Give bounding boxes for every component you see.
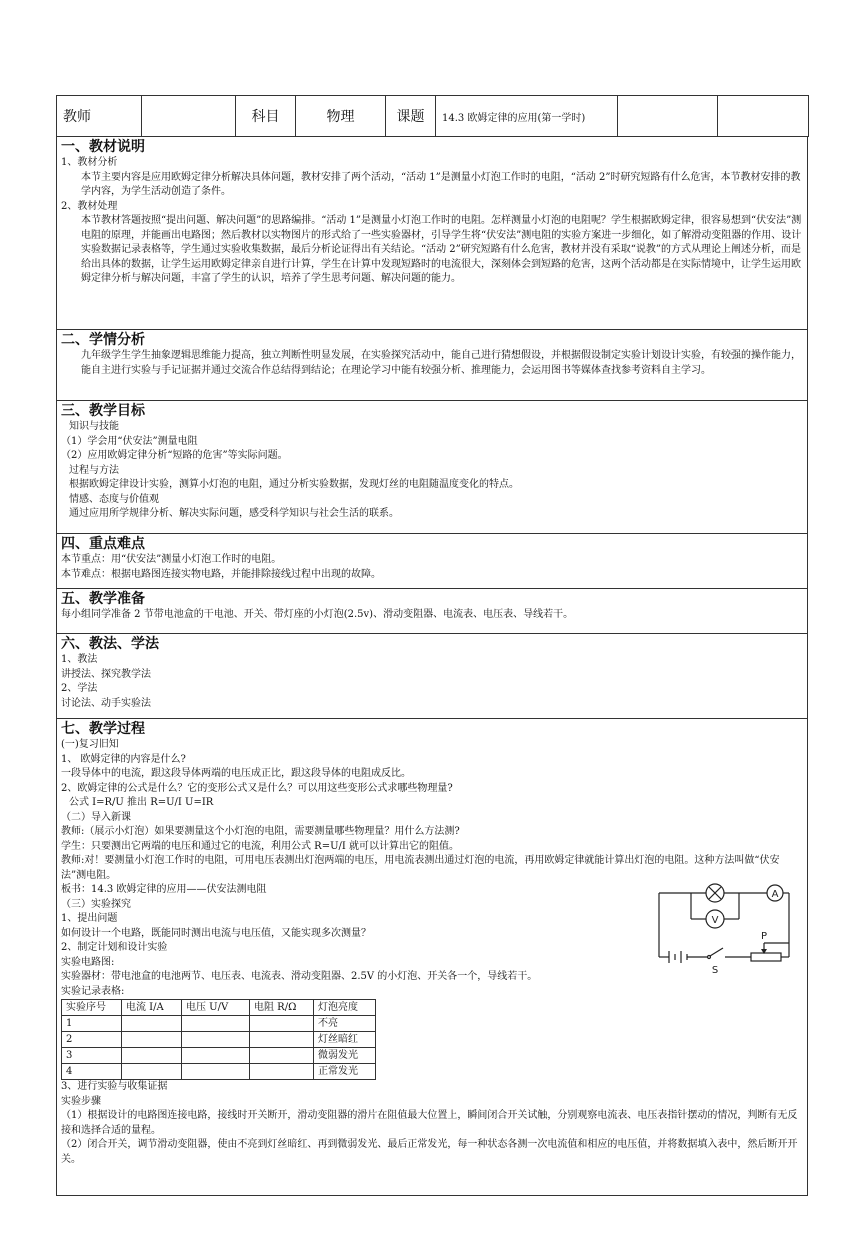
record-cell: 正常发光 [314, 1064, 376, 1080]
goal-line: 过程与方法 [69, 464, 119, 476]
record-cell [182, 1064, 250, 1080]
process-line: 3、进行实验与收集证据 [61, 1081, 168, 1092]
switch-icon [710, 948, 723, 956]
record-cell [122, 1064, 182, 1080]
section-methods [56, 634, 808, 719]
method-line: 1、教法 [61, 654, 98, 665]
record-cell: 3 [62, 1048, 122, 1064]
paragraph: 九年级学生学生抽象逻辑思维能力提高，独立判断性明显发展，在实验探究活动中，能自己进行猜想假设，并根据假设制定实验计划设计实验，有较强的操作能力，能自主进行实验与手记证据并通过交流合作总结得到结论；在理论学习中能有较强分析、推理能力，会运用图书等媒体查找参考资料自主学习。 [81, 350, 801, 376]
section-textbook [56, 137, 808, 330]
teacher-value [142, 96, 236, 137]
header-extra-cell-2 [718, 96, 809, 137]
slider-label: P [760, 931, 768, 942]
paragraph: 本节主要内容是应用欧姆定律分析解决具体问题，教材安排了两个活动，“活动 1”是测量小灯泡工作时的电阻，“活动 2”时研究短路有什么危害，本节教材安排的教学内容，为学生活动创造了条件。 [81, 171, 801, 197]
teacher-label: 教师 [57, 96, 142, 137]
record-cell: 1 [62, 1016, 122, 1032]
record-cell [122, 1032, 182, 1048]
record-cell [250, 1016, 314, 1032]
method-line: 讨论法、动手实验法 [61, 697, 151, 709]
section-student-analysis [56, 330, 808, 401]
rheostat-icon [751, 953, 781, 961]
process-line: 1、 欧姆定律的内容是什么? [61, 753, 186, 765]
process-line: 公式 I=R/U 推出 R=U/I U=IR [69, 797, 214, 808]
process-line: 教师:对！要测量小灯泡工作时的电阻，可用电压表测出灯泡两端的电压，用电流表测出通过灯泡的电流，再用欧姆定律就能计算出灯泡的电阻。这种方法叫做“伏安法”测电阻。 [61, 855, 780, 881]
process-line: （2）闭合开关，调节滑动变阻器，使由不亮到灯丝暗红、再到微弱发光、最后正常发光，每一种状态各测一次电流值和相应的电压值，并将数据填入表中，然后断开开关。 [61, 1139, 798, 1165]
key-point-line: 本节难点：根据电路图连接实物电路，并能排除接线过程中出现的故障。 [61, 568, 381, 580]
goal-line: 通过应用所学规律分析、解决实际问题，感受科学知识与社会生活的联系。 [69, 508, 399, 519]
topic-label: 课题 [386, 96, 436, 137]
method-line: 2、学法 [61, 683, 98, 694]
process-line: 2、制定计划和设计实验 [61, 942, 168, 953]
process-line: 如何设计一个电路，既能同时测出电流与电压值，又能实现多次测量？ [61, 927, 371, 939]
table-row [62, 1016, 376, 1032]
record-cell: 2 [62, 1032, 122, 1048]
process-line: 实验器材：带电池盒的电池两节、电压表、电流表、滑动变阻器、2.5V 的小灯泡、开关各一个，导线若干。 [61, 971, 538, 982]
goal-line: 知识与技能 [69, 421, 119, 432]
section-title: 一、教材说明 [61, 139, 145, 155]
record-header-cell: 电流 I/A [122, 1000, 182, 1016]
paragraph: 本节教材答题按照“提出问题、解决问题”的思路编排。“活动 1”是测量小灯泡工作时的电阻。怎样测量小灯泡的电阻呢？学生根据欧姆定律，很容易想到“伏安法”测电阻的原理，并能画出电路图；然后教材以实物图片的形式给了一些实验器材，引导学生将“伏安法”测电阻的实验方案进一步细化，如了解滑动变阻器的作用、设计实验数据记录表格等，学生通过实验收集数据，最后分析论证得出有关结论。“活动 2”研究短路有什么危害，教材并没有采取“说教”的方式从理论上阐述分析，而是给出具体的数据，让学生运用欧姆定律亲自进行计算，学生在计算中发现短路时的电流很大，深刻体会到短路的危害，这两个活动都是在实际情境中，让学生运用欧姆定律分析与解决问题，丰富了学生的认识，培养了学生思考问题、解决问题的能力。 [81, 215, 802, 284]
table-row [62, 1032, 376, 1048]
process-line: 实验电路图: [61, 956, 115, 968]
record-cell: 灯丝暗红 [314, 1032, 376, 1048]
record-cell [250, 1032, 314, 1048]
process-line: 实验记录表格: [61, 985, 125, 997]
key-point-line: 本节重点：用“伏安法”测量小灯泡工作时的电阻。 [61, 554, 282, 565]
goal-line: （2）应用欧姆定律分析“短路的危害”等实际问题。 [61, 450, 288, 461]
subheading: 2、教材处理 [61, 200, 118, 212]
preparation-line: 每小组同学准备 2 节带电池盒的干电池、开关、带灯座的小灯泡(2.5v)、滑动变阻器、电流表、电压表、导线若干。 [61, 609, 574, 620]
lesson-plan-sheet [56, 95, 808, 1196]
section-preparation [56, 589, 808, 634]
section-teaching-process [56, 719, 808, 1196]
record-header-cell: 灯泡亮度 [314, 1000, 376, 1016]
section-title: 四、重点难点 [61, 536, 145, 552]
section-teaching-goals [56, 401, 808, 534]
voltmeter-label: V [711, 915, 719, 926]
record-cell: 4 [62, 1064, 122, 1080]
record-table-header [62, 1000, 376, 1016]
goal-line: 根据欧姆定律设计实验，测算小灯泡的电阻，通过分析实验数据，发现灯丝的电阻随温度变化的特点。 [69, 479, 519, 490]
record-cell [182, 1048, 250, 1064]
record-cell [122, 1048, 182, 1064]
process-line: 板书：14.3 欧姆定律的应用——伏安法测电阻 [61, 884, 267, 895]
table-row [62, 1048, 376, 1064]
process-line: 教师:（展示小灯泡）如果要测量这个小灯泡的电阻，需要测量哪些物理量？用什么方法测? [61, 826, 460, 837]
record-cell: 不亮 [314, 1016, 376, 1032]
process-line: 1、提出问题 [61, 913, 118, 924]
table-row [62, 1064, 376, 1080]
process-line: 一段导体中的电流，跟这段导体两端的电压成正比，跟这段导体的电阻成反比。 [61, 768, 411, 779]
record-cell [182, 1032, 250, 1048]
header-table [56, 95, 809, 137]
process-line: （三）实验探究 [61, 898, 131, 910]
subject-value: 物理 [296, 96, 386, 137]
section-title: 五、教学准备 [61, 591, 145, 607]
record-cell [250, 1064, 314, 1080]
subject-label: 科目 [236, 96, 296, 137]
record-cell [250, 1048, 314, 1064]
switch-label: S [711, 965, 719, 976]
record-header-cell: 实验序号 [62, 1000, 122, 1016]
record-header-cell: 电压 U/V [182, 1000, 250, 1016]
process-line: 实验步骤 [61, 1095, 101, 1107]
ammeter-label: A [771, 889, 779, 900]
section-title: 六、教法、学法 [61, 636, 159, 652]
method-line: 讲授法、探究教学法 [61, 668, 151, 680]
record-cell: 微弱发光 [314, 1048, 376, 1064]
record-header-cell: 电阻 R/Ω [250, 1000, 314, 1016]
process-line: （二）导入新课 [61, 811, 131, 823]
record-cell [122, 1016, 182, 1032]
section-title: 七、教学过程 [61, 721, 145, 737]
goal-line: （1）学会用“伏安法”测量电阻 [61, 435, 198, 447]
header-extra-cell-1 [618, 96, 718, 137]
section-title: 二、学情分析 [61, 332, 145, 348]
process-line: （1）根据设计的电路图连接电路，接线时开关断开，滑动变阻器的滑片在阻值最大位置上，瞬间闭合开关试触，分别观察电流表、电压表指针摆动的情况，判断有无反接和选择合适的量程。 [61, 1110, 798, 1136]
topic-value: 14.3 欧姆定律的应用(第一学时) [436, 96, 618, 137]
process-line: 2、欧姆定律的公式是什么？它的变形公式又是什么？可以用这些变形公式求哪些物理量? [61, 782, 453, 794]
section-key-points [56, 534, 808, 589]
process-line: (一)复习旧知 [61, 739, 119, 750]
goal-line: 情感、态度与价值观 [69, 493, 159, 505]
subheading: 1、教材分析 [61, 157, 118, 168]
record-cell [182, 1016, 250, 1032]
section-title: 三、教学目标 [61, 403, 145, 419]
record-table [61, 999, 376, 1080]
circuit-diagram [639, 871, 799, 981]
process-line: 学生：只要测出它两端的电压和通过它的电流，利用公式 R=U/I 就可以计算出它的阻值。 [61, 840, 460, 852]
